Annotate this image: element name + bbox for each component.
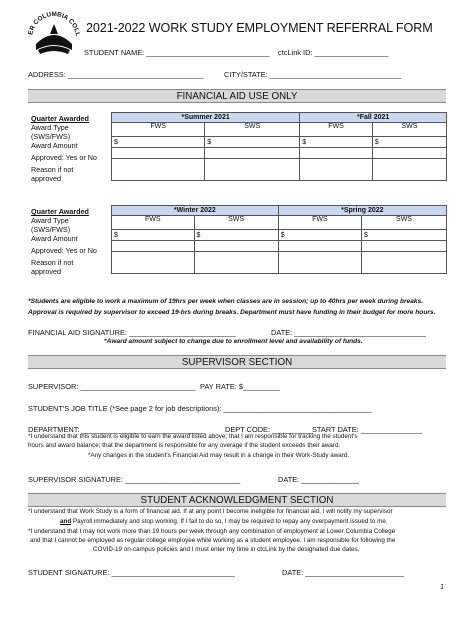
quarter-fall-2021: *Fall 2021 [300,113,447,123]
college-logo [24,4,84,62]
reason-label-2: approved [31,267,61,276]
supervisor-statement-1: *I understand that this student is eligible to earn the award listed above; that I am responsible for tracking the student's [28,433,358,440]
reason-cell[interactable] [278,252,361,274]
supervisor-heading: SUPERVISOR SECTION [28,355,446,369]
award-type-sub-label: (SWS/FWS) [31,132,71,141]
city-state-field[interactable]: CITY/STATE: ________________________________ [224,70,402,79]
job-title-field[interactable]: STUDENT'S JOB TITLE (*See page 2 for job descriptions): ____________________________________ [28,404,372,413]
award-amount-note: *Award amount subject to change due to enrollment level and availability of funds. [104,338,363,345]
financial-aid-heading: FINANCIAL AID USE ONLY [28,89,446,103]
financial-aid-date-field[interactable]: DATE: ________________________________ [271,328,426,337]
reason-cell[interactable] [362,252,447,274]
reason-cell[interactable] [372,159,446,181]
financial-aid-signature-field[interactable]: FINANCIAL AID SIGNATURE: __________________________ [28,328,236,337]
logo-text: ER COLUMBIA COLL [27,10,81,37]
sws-header: SWS [372,123,446,137]
approved-cell[interactable] [300,148,373,159]
student-signature-field[interactable]: STUDENT SIGNATURE: ______________________________ [28,568,235,577]
award-table-1 [111,112,447,181]
hours-note-2: Approval is required by supervisor to exceed 19-hrs during breaks. Department must have funding in their budget for more hours. [28,309,436,316]
page-number: 1 [440,584,444,591]
table1-row-labels [31,114,97,183]
student-date-field[interactable]: DATE: ________________________ [282,568,404,577]
supervisor-statement-3: *Any changes in the student's Financial Aid may result in a change in their Work-Study award. [88,452,350,459]
award-type-sub-label: (SWS/FWS) [31,225,71,234]
award-type-label: Award Type [31,123,69,132]
pay-rate-field[interactable]: PAY RATE: $_________ [200,382,280,391]
award-amount-cell[interactable]: $ [372,137,446,148]
student-ack-5: COVID-19 on-campus policies and I must enter my time in ctcLink by the designated due dates. [93,546,360,553]
table2-row-labels [31,207,97,276]
student-ack-2 [60,518,388,527]
student-name-field[interactable]: STUDENT NAME: ______________________________ [84,48,270,57]
sws-header: SWS [205,123,300,137]
sws-header: SWS [362,216,447,230]
hours-note-1: *Students are eligible to work a maximum of 19hrs per week when classes are in session; up to 40hrs per week during breaks. [28,298,424,305]
approved-label: Approved: Yes or No [31,246,97,255]
student-ack-2-rest: Payroll immediately and stop working. If I fail to do so, I may be required to repay any overpayment issued to me. [71,518,388,525]
dept-code-field[interactable]: DEPT CODE: __________ [225,425,314,434]
reason-label-2: approved [31,174,61,183]
approved-cell[interactable] [112,148,205,159]
fws-header: FWS [278,216,361,230]
reason-label-1: Reason if not [31,165,74,174]
reason-cell[interactable] [205,159,300,181]
reason-label-1: Reason if not [31,258,74,267]
fws-header: FWS [112,123,205,137]
approved-cell[interactable] [194,241,278,252]
sws-header: SWS [194,216,278,230]
award-amount-label: Award Amount [31,141,78,150]
reason-cell[interactable] [112,252,195,274]
quarter-spring-2022: *Spring 2022 [278,206,446,216]
student-ack-and: and [60,518,72,525]
quarter-awarded-label: Quarter Awarded [31,114,89,123]
approved-cell[interactable] [205,148,300,159]
award-table-2 [111,205,447,274]
supervisor-signature-field[interactable]: SUPERVISOR SIGNATURE: ____________________________ [28,475,241,484]
quarter-summer-2021: *Summer 2021 [112,113,300,123]
reason-cell[interactable] [194,252,278,274]
award-amount-cell[interactable]: $ [300,137,373,148]
approved-label: Approved: Yes or No [31,153,97,162]
supervisor-date-field[interactable]: DATE: ______________ [278,475,359,484]
award-amount-label: Award Amount [31,234,78,243]
student-ack-heading: STUDENT ACKNOWLEDGMENT SECTION [28,493,446,507]
student-ack-3: *I understand that I may not work more than 19 hours per week through any combination of employment at Lower Columbia College [28,528,396,535]
award-amount-cell[interactable]: $ [112,137,205,148]
form-title: 2021-2022 WORK STUDY EMPLOYMENT REFERRAL FORM [86,21,433,35]
supervisor-statement-2: hours and award balance; that the department is responsible for any overage if the student exceeds their award. [28,442,341,449]
approved-cell[interactable] [112,241,195,252]
approved-cell[interactable] [362,241,447,252]
award-amount-cell[interactable]: $ [362,230,447,241]
approved-cell[interactable] [278,241,361,252]
award-amount-cell[interactable]: $ [278,230,361,241]
award-amount-cell[interactable]: $ [205,137,300,148]
approved-cell[interactable] [372,148,446,159]
start-date-field[interactable]: START DATE: _______________ [312,425,423,434]
supervisor-field[interactable]: SUPERVISOR: ____________________________ [28,382,196,391]
ctclink-id-field[interactable]: ctcLink ID: __________________ [278,48,389,57]
quarter-winter-2022: *Winter 2022 [112,206,279,216]
award-type-label: Award Type [31,216,69,225]
reason-cell[interactable] [112,159,205,181]
fws-header: FWS [300,123,373,137]
student-ack-4: and that I cannot be employed as regular college employee while working as a student employee. I am responsible for following the [30,537,396,544]
department-field[interactable]: DEPARTMENT: ______________________________ [28,425,205,434]
quarter-awarded-label: Quarter Awarded [31,207,89,216]
fws-header: FWS [112,216,195,230]
reason-cell[interactable] [300,159,373,181]
award-amount-cell[interactable]: $ [112,230,195,241]
address-field[interactable]: ADDRESS: _________________________________ [28,70,204,79]
student-ack-1: *I understand that Work Study is a form of financial aid. If at any point I become ineligible for financial aid, I will notify my supervisor [28,508,393,515]
award-amount-cell[interactable]: $ [194,230,278,241]
